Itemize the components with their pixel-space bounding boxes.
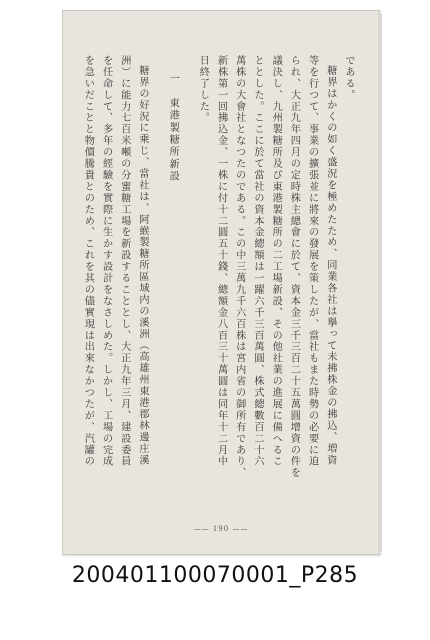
text-line: 糖界の好況に乘じ、當社は、阿緱製糖所區域内の溪洲（高雄州東港郡林邊庄溪 xyxy=(136,65,148,466)
page-number: —— 190 —— xyxy=(193,525,249,533)
book-page xyxy=(62,10,380,555)
text-line: 萬株の大會社となつたのである。この中三萬九千六百株は宮内省の御所有であり、 xyxy=(233,55,245,479)
image-caption: 200401100070001_P285 xyxy=(71,563,359,588)
page-edge-shadow xyxy=(378,14,382,552)
text-line: られ、大正九年四月の定時株主總會に於て、資本金三千三百二十五萬圓增資の件を xyxy=(288,55,300,479)
section-heading: 一 東港製糖所新設 xyxy=(167,73,179,183)
text-line: 洲）に能力七百米噸の分蜜糖工場を新設することとし、大正九年三月、建設委員 xyxy=(118,55,130,468)
text-line: を急いだことと物價騰貴とのため、これを其の儘實現は出來なかつたが、汽罐の xyxy=(82,55,94,468)
text-line: 日終了した。 xyxy=(197,55,209,124)
text-line: 新株第一回拂込金、一株に付十二圓五十錢、總額金八百三十萬圓は同年十二月中 xyxy=(215,55,227,468)
text-line: 等を行つて、事業の擴張並に將來の發展を策したが、當社もまた時勢の必要に迫 xyxy=(306,55,318,468)
text-line: ととした。ここに於て當社の資本金總額は一躍六千三百萬圓、株式總數百二十六 xyxy=(251,55,263,468)
text-line: 糖界はかくの如く盛況を極めたため、同業各社は擧って未拂株金の拂込、増資 xyxy=(324,65,336,466)
vertical-text-block xyxy=(81,55,357,495)
text-line: である。 xyxy=(343,55,354,101)
spacer xyxy=(181,55,193,495)
spacer xyxy=(151,55,163,495)
text-line: 議決し、九州製糖所及び東港製糖所の二工場新設、その他社業の進展に備へるこ xyxy=(270,55,282,468)
text-line: を任命して、多年の經驗を實際に生かす設計をなさしめた。しかし、工場の完成 xyxy=(100,55,112,468)
